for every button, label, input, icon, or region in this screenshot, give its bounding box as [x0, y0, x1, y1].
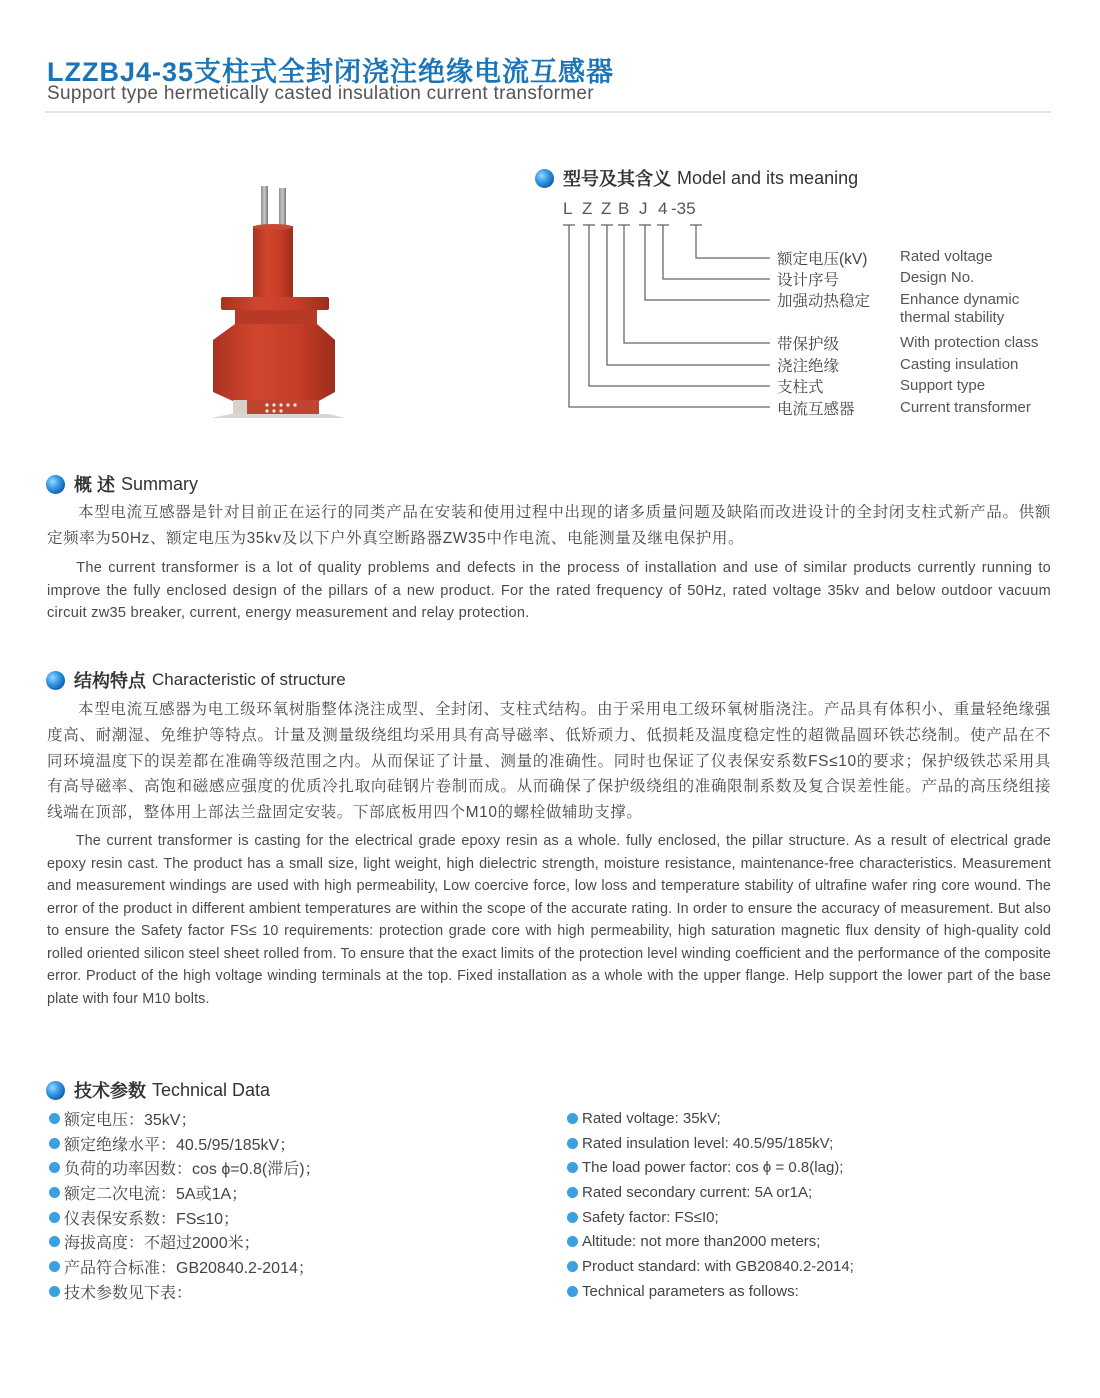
item-text: Product standard: with GB20840.2-2014; — [582, 1257, 854, 1275]
item-text: 额定绝缘水平：40.5/95/185kV； — [64, 1136, 296, 1154]
model-row-cn: 额定电压(kV) — [777, 251, 868, 268]
model-row-cn: 加强动热稳定 — [777, 293, 871, 310]
bullet-dot-icon — [567, 1286, 578, 1297]
bullet-dot-icon — [49, 1261, 60, 1272]
item-text: 负荷的功率因数：cos ϕ=0.8(滞后)； — [64, 1161, 321, 1179]
model-row-en: With protection class — [900, 334, 1039, 351]
bullet-dot-icon — [567, 1162, 578, 1173]
heading-cn: 概 述 — [74, 475, 116, 495]
list-item — [49, 1279, 321, 1304]
model-row-en: Casting insulation — [900, 356, 1019, 373]
heading-cn: 结构特点 — [74, 671, 146, 691]
bullet-dot-icon — [49, 1138, 60, 1149]
bullet-dot-icon — [567, 1261, 578, 1272]
product-image — [205, 180, 365, 425]
model-row-cn: 浇注绝缘 — [777, 358, 840, 375]
item-text: The load power factor: cos ϕ = 0.8(lag); — [582, 1159, 844, 1177]
item-text: Technical parameters as follows: — [582, 1282, 799, 1300]
list-item — [49, 1254, 321, 1279]
model-row-en: Support type — [900, 377, 986, 394]
model-row-en: Design No. — [900, 269, 975, 286]
sphere-bullet-icon — [46, 671, 65, 690]
list-item — [49, 1180, 321, 1205]
summary-text-en: The current transformer is a lot of quality problems and defects in the process of installation and use of similar products currently running to improve the fully enclosed design of the pillars of a new product. For the rated frequency of 50Hz, rated voltage 35kv and below outdoor vacuum circuit zw35 breaker, current, energy measurement and relay protection. — [47, 560, 1051, 621]
bullet-dot-icon — [567, 1113, 578, 1124]
item-text: 仪表保安系数：FS≤10； — [64, 1210, 240, 1228]
item-text: Safety factor: FS≤I0; — [582, 1208, 719, 1226]
heading-en: Model and its meaning — [677, 167, 859, 188]
list-item — [567, 1205, 854, 1230]
list-item — [49, 1205, 321, 1230]
sphere-bullet-icon — [46, 1081, 65, 1100]
heading-en: Technical Data — [152, 1079, 271, 1100]
technical-list-cn — [49, 1106, 321, 1304]
item-text: 额定二次电流：5A或1A； — [64, 1185, 248, 1203]
bullet-dot-icon — [567, 1236, 578, 1247]
list-item — [567, 1106, 854, 1131]
item-text: 额定电压：35kV； — [64, 1111, 197, 1129]
item-text: Rated secondary current: 5A or1A; — [582, 1183, 813, 1201]
heading-cn: 技术参数 — [74, 1081, 146, 1101]
item-text: 产品符合标准：GB20840.2-2014； — [64, 1259, 314, 1277]
section-heading-model — [535, 165, 858, 191]
header-divider — [45, 111, 1051, 113]
model-row-en: Enhance dynamic — [900, 291, 1020, 308]
item-text: 技术参数见下表： — [64, 1284, 193, 1302]
list-item — [567, 1254, 854, 1279]
structure-text-en: The current transformer is casting for the electrical grade epoxy resin as a whole. fully enclosed, the pillar structure. As a result of electrical grade epoxy resin cast. The product has a small size, light weight, high dielectric strength, moisture resistance, maintenance-free characteristics. Measurement and measurement windings are used with high permeability, Low coercive force, low loss and temperature stability of ultrafine wafer ring core wound. The error of the product in different ambient temperatures are within the scope of the accurate rating. In order to ensure the accuracy of measurement. But also to ensure the Safety factor FS≤ 10 requirements: protection grade core with high permeability, high saturation magnetic flux density of high-quality cold rolled oriented silicon steel sheet rolled from. To ensure that the exact limits of the protection level winding coefficient and the performance of the composite error. Product of the high voltage winding terminals at the top. Fixed installation as a whole with the upper flange. Help support the lower part of the base plate with four M10 bolts. — [47, 833, 1051, 1007]
section-heading-summary — [46, 471, 198, 497]
page-subtitle: Support type hermetically casted insulation current transformer — [47, 83, 594, 104]
model-row-en: Rated voltage — [900, 248, 993, 265]
list-item — [567, 1131, 854, 1156]
model-meaning-diagram — [555, 222, 1075, 422]
code-char: J — [639, 199, 648, 218]
model-row-cn: 带保护级 — [777, 336, 840, 353]
heading-cn: 型号及其含义 — [563, 169, 671, 189]
item-text: Rated insulation level: 40.5/95/185kV; — [582, 1134, 834, 1152]
heading-en: Summary — [121, 473, 199, 494]
model-row-cn: 支柱式 — [777, 379, 824, 396]
code-char: B — [618, 199, 630, 218]
code-char: Z — [582, 199, 593, 218]
item-text: Rated voltage: 35kV; — [582, 1109, 721, 1127]
current-transformer-illustration — [205, 180, 365, 425]
item-text: 海拔高度：不超过2000米； — [64, 1235, 260, 1253]
section-heading-technical — [46, 1077, 270, 1103]
bullet-dot-icon — [567, 1187, 578, 1198]
bullet-dot-icon — [49, 1212, 60, 1223]
model-row-en: Current transformer — [900, 399, 1031, 416]
list-item — [49, 1155, 321, 1180]
bullet-dot-icon — [49, 1113, 60, 1124]
structure-text-cn: 本型电流互感器为电工级环氧树脂整体浇注成型、全封闭、支柱式结构。由于采用电工级环氧树脂浇注。产品具有体积小、重量轻绝缘强度高、耐潮湿、免维护等特点。计量及测量级绕组均采用具有高导磁率、低矫顽力、低损耗及温度稳定性的超微晶圆环铁芯绕制。使产品在不同环境温度下的误差都在准确等级范围之内。从而保证了计量、测量的准确性。同时也保证了仪表保安系数FS≤10的要求；保护级铁芯采用具有高导磁率、高饱和磁感应强度的优质冷扎取向硅钢片卷制而成。从而确保了保护级绕组的准确限制系数及复合误差性能。产品的高压绕组接线端在顶部，整体用上部法兰盘固定安装。下部底板用四个M10的螺栓做辅助支撑。 — [47, 701, 1051, 822]
sphere-bullet-icon — [535, 169, 554, 188]
section-heading-structure — [46, 667, 346, 693]
code-char: -35 — [671, 199, 696, 218]
model-row-cn: 电流互感器 — [777, 401, 855, 418]
list-item — [49, 1229, 321, 1254]
bullet-dot-icon — [49, 1187, 60, 1198]
bracket-lines — [555, 222, 785, 422]
summary-text-cn: 本型电流互感器是针对目前正在运行的同类产品在安装和使用过程中出现的诸多质量问题及缺陷而改进设计的全封闭支柱式新产品。供额定频率为50Hz、额定电压为35kv及以下户外真空断路器ZW35中作电流、电能测量及继电保护用。 — [47, 504, 1051, 547]
page-title: LZZBJ4-35支柱式全封闭浇注绝缘电流互感器 — [47, 57, 615, 87]
code-char: Z — [601, 199, 612, 218]
model-row-en-cont: thermal stability — [900, 309, 1005, 326]
list-item — [49, 1131, 321, 1156]
list-item — [567, 1279, 854, 1304]
heading-en: Characteristic of structure — [152, 670, 346, 689]
code-char: L — [563, 199, 573, 218]
model-row-cn: 设计序号 — [777, 272, 840, 289]
list-item — [567, 1180, 854, 1205]
sphere-bullet-icon — [46, 475, 65, 494]
item-text: Altitude: not more than2000 meters; — [582, 1233, 821, 1251]
bullet-dot-icon — [567, 1138, 578, 1149]
technical-list-en — [567, 1106, 854, 1304]
bullet-dot-icon — [49, 1162, 60, 1173]
list-item — [567, 1155, 854, 1180]
list-item — [567, 1229, 854, 1254]
bullet-dot-icon — [49, 1286, 60, 1297]
list-item — [49, 1106, 321, 1131]
code-char: 4 — [658, 199, 668, 218]
bullet-dot-icon — [567, 1212, 578, 1223]
bullet-dot-icon — [49, 1236, 60, 1247]
